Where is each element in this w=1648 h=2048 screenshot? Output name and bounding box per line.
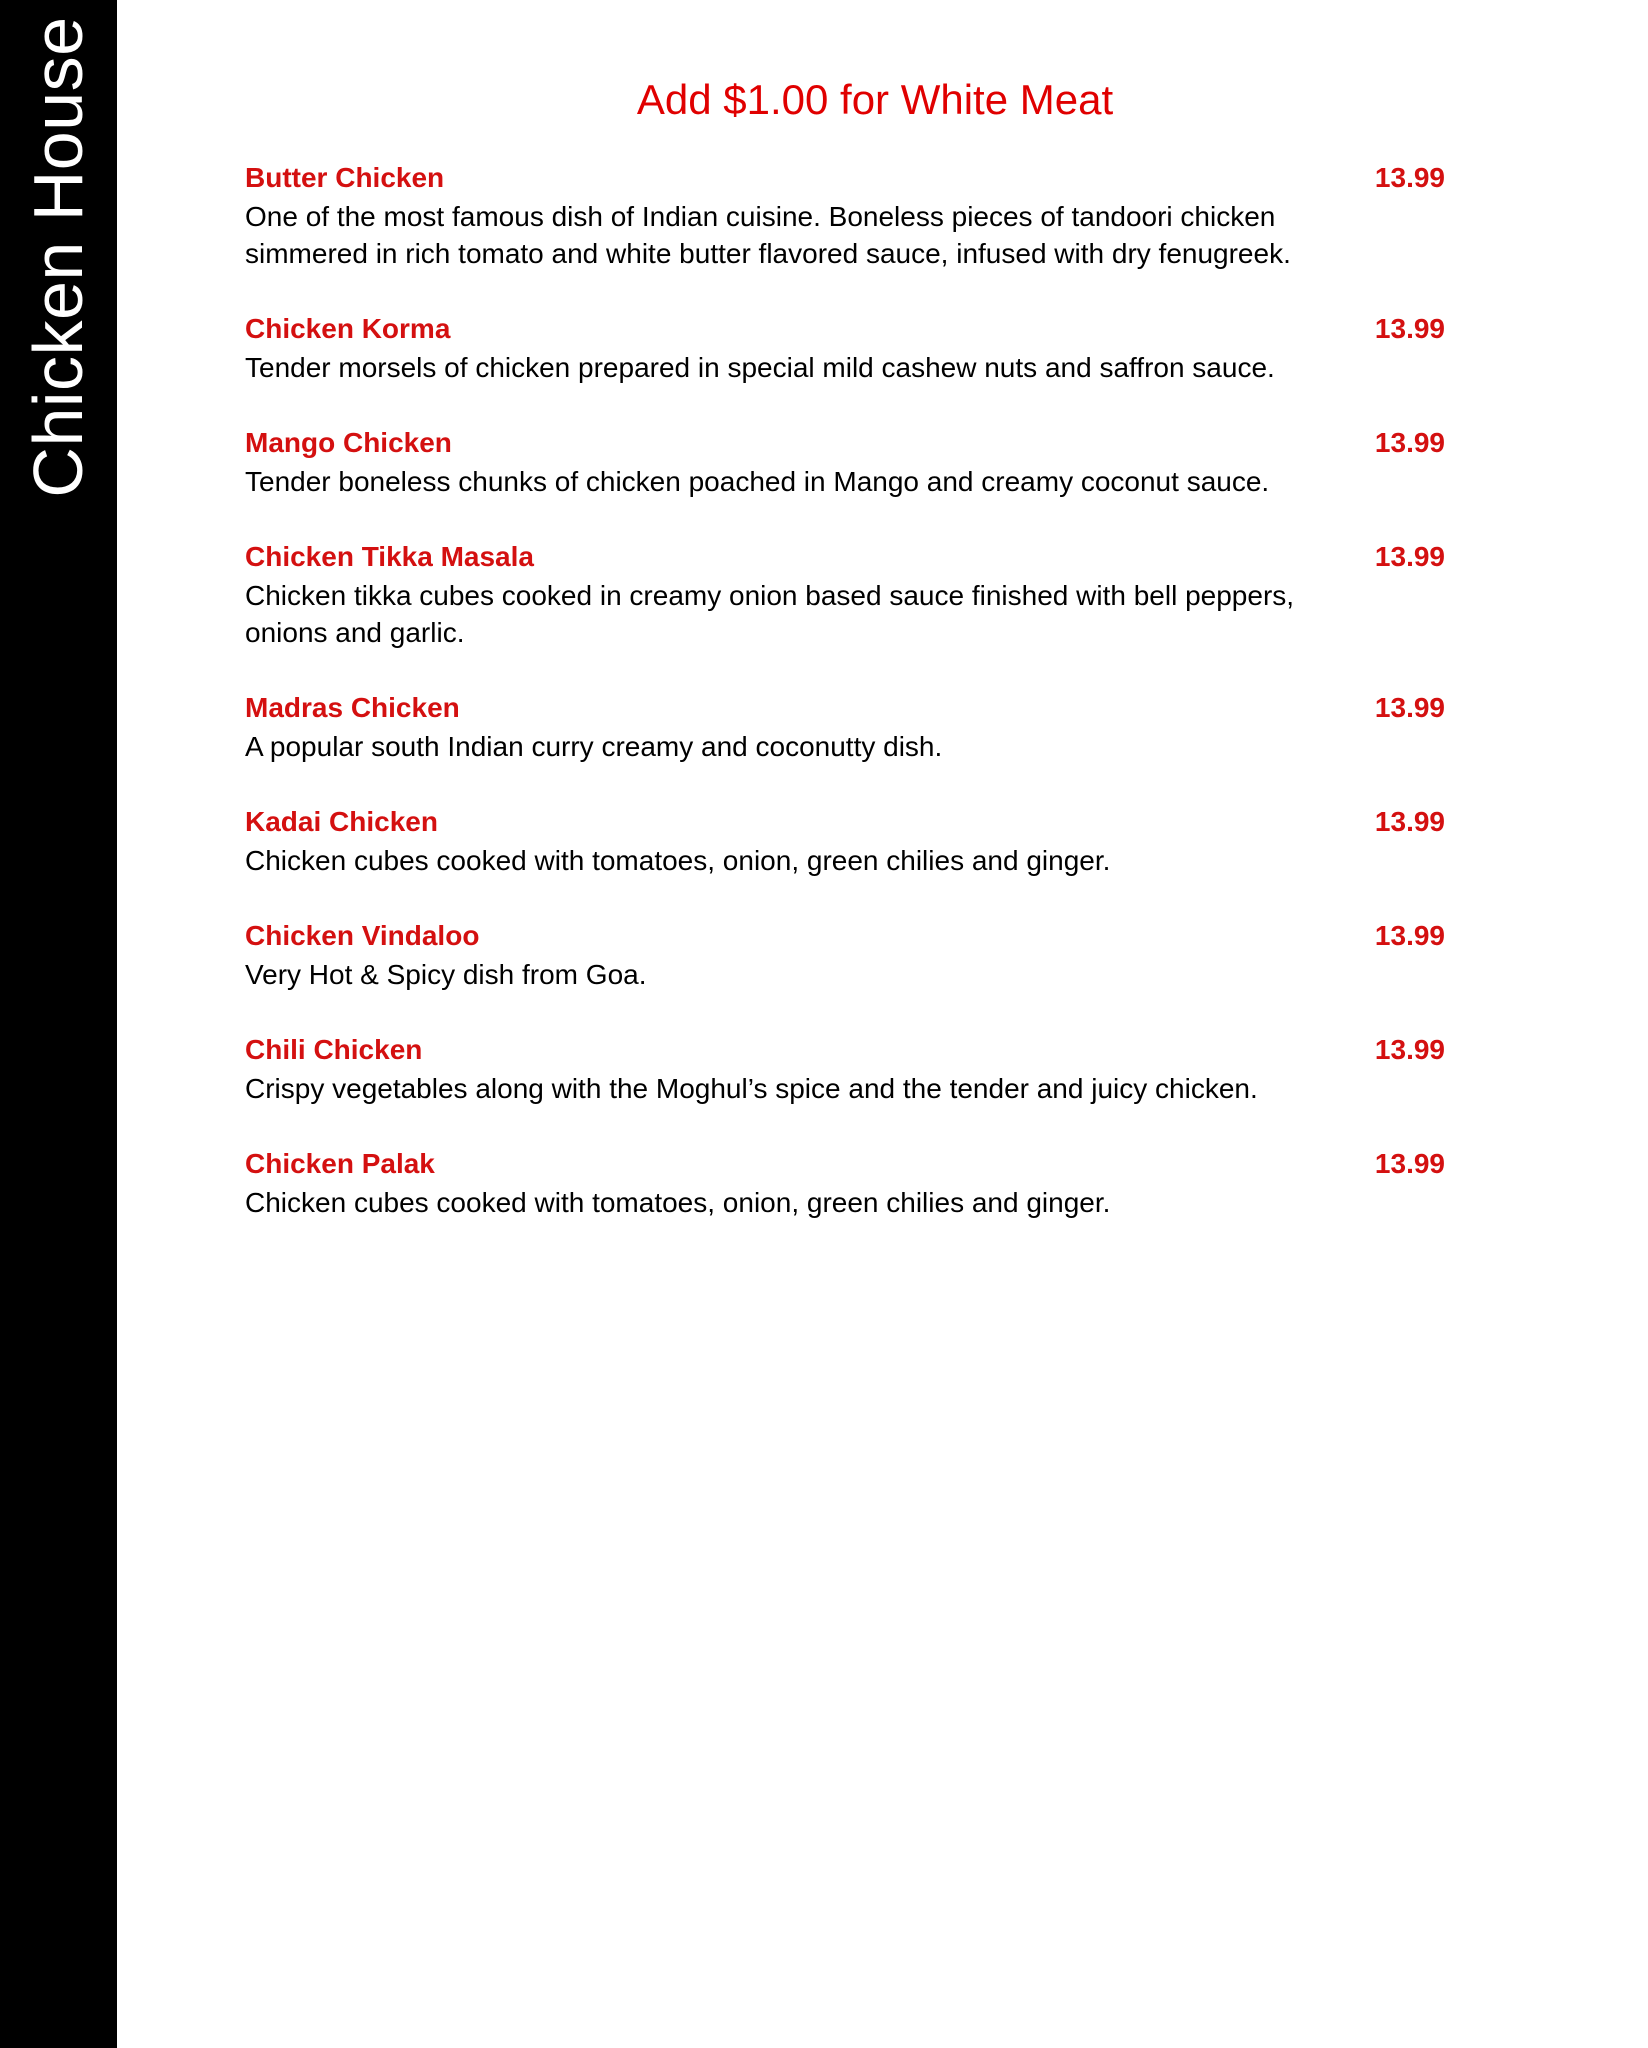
item-price: 13.99 [1374, 692, 1445, 723]
item-description: Crispy vegetables along with the Moghul’s spice and the tender and juicy chicken. [245, 1073, 1258, 1104]
side-band [0, 0, 117, 2048]
menu-item-header [245, 423, 1445, 463]
item-description: One of the most famous dish of Indian cuisine. Boneless pieces of tandoori chicken simmered in rich tomato and white butter flavored sauce, infused with dry fenugreek. [245, 201, 1291, 269]
menu-item [245, 916, 1445, 993]
menu-item [245, 802, 1445, 879]
item-price: 13.99 [1374, 313, 1445, 344]
item-price: 13.99 [1374, 162, 1445, 193]
menu-list [245, 158, 1445, 1221]
menu-item-header [245, 1030, 1445, 1070]
item-price: 13.99 [1374, 427, 1445, 458]
menu-item [245, 537, 1445, 651]
menu-item [245, 309, 1445, 386]
item-description: A popular south Indian curry creamy and coconutty dish. [245, 731, 943, 762]
item-description: Very Hot & Spicy dish from Goa. [245, 959, 647, 990]
item-description: Tender boneless chunks of chicken poached in Mango and creamy coconut sauce. [245, 466, 1270, 497]
item-price: 13.99 [1374, 920, 1445, 951]
item-description: Chicken cubes cooked with tomatoes, onion, green chilies and ginger. [245, 1187, 1111, 1218]
menu-item [245, 423, 1445, 500]
item-name: Mango Chicken [245, 427, 452, 458]
item-name: Chili Chicken [245, 1034, 423, 1065]
item-name: Chicken Korma [245, 313, 451, 344]
menu-item-header [245, 158, 1445, 198]
menu-item-header [245, 916, 1445, 956]
section-title: Chicken House [19, 16, 97, 498]
item-price: 13.99 [1374, 541, 1445, 572]
item-name: Chicken Tikka Masala [245, 541, 534, 572]
menu-item-header [245, 537, 1445, 577]
item-description: Tender morsels of chicken prepared in special mild cashew nuts and saffron sauce. [245, 352, 1275, 383]
item-name: Butter Chicken [245, 162, 445, 193]
menu-item-header [245, 1144, 1445, 1184]
item-name: Chicken Palak [245, 1148, 435, 1179]
item-name: Chicken Vindaloo [245, 920, 480, 951]
item-price: 13.99 [1374, 1148, 1445, 1179]
menu-item [245, 158, 1445, 272]
item-name: Kadai Chicken [245, 806, 438, 837]
menu-item-header [245, 688, 1445, 728]
item-name: Madras Chicken [245, 692, 460, 723]
menu-item-header [245, 309, 1445, 349]
item-description: Chicken tikka cubes cooked in creamy onion based sauce finished with bell peppers, onions and garlic. [245, 580, 1295, 648]
item-description: Chicken cubes cooked with tomatoes, onion, green chilies and ginger. [245, 845, 1111, 876]
item-price: 13.99 [1374, 806, 1445, 837]
menu-item [245, 1144, 1445, 1221]
menu-item [245, 1030, 1445, 1107]
menu-item-header [245, 802, 1445, 842]
white-meat-notice: Add $1.00 for White Meat [636, 76, 1114, 123]
menu-item [245, 688, 1445, 765]
item-price: 13.99 [1374, 1034, 1445, 1065]
